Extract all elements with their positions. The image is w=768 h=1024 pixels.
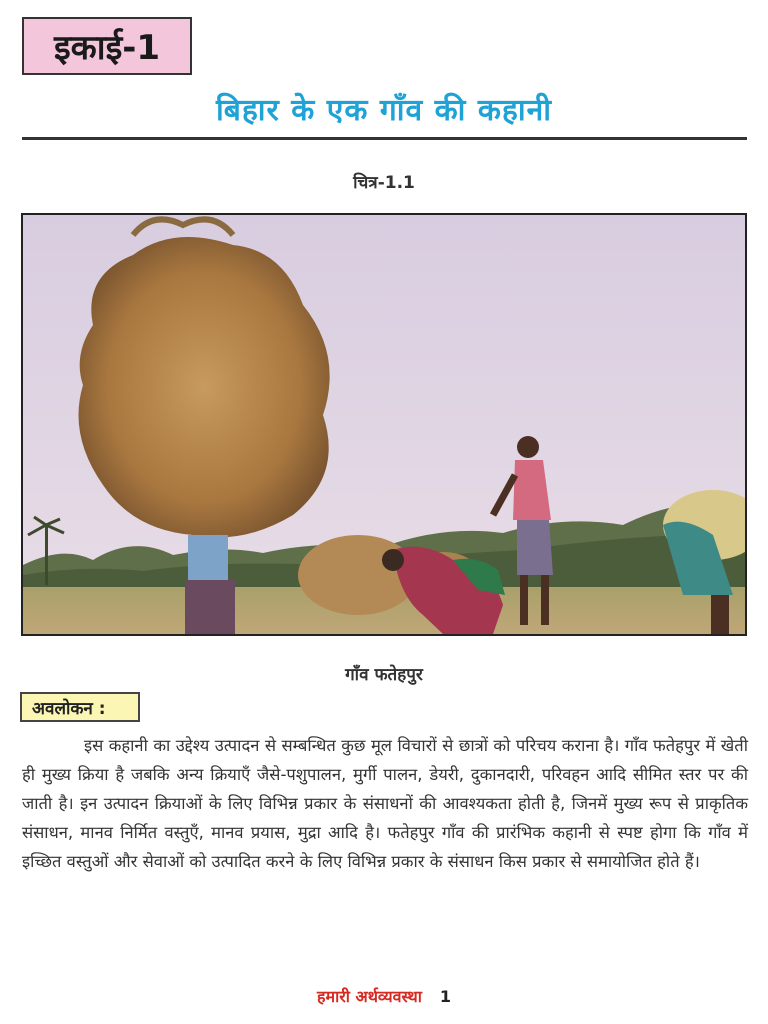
- observation-text: इस कहानी का उद्देश्य उत्पादन से सम्बन्धित कुछ मूल विचारों से छात्रों को परिचय कराना है। गाँव फतेहपुर में खेती ही मुख्य क्रिया है जबकि अन्य क्रियाएँ जैसे-पशुपालन, मुर्गी पालन, डेयरी, दुकानदारी, परिवहन आदि सीमित स्तर पर की जाती है। इन उत्पादन क्रियाओं के लिए विभिन्न प्रकार के संसाधनों की आवश्यकता होती है, जिनमें मुख्य रूप से प्राकृतिक संसाधन, मानव निर्मित वस्तुएँ, मानव प्रयास, मुद्रा आदि है। फतेहपुर गाँव की प्रारंभिक कहानी से स्पष्ट होगा कि गाँव में इच्छित वस्तुओं और सेवाओं को उत्पादित करने के लिए विभिन्न प्रकार के संसाधन किस प्रकार से समायोजित होते हैं।: [22, 736, 748, 871]
- page-number: 1: [439, 987, 451, 1006]
- book-title: हमारी अर्थव्यवस्था: [317, 987, 422, 1006]
- figure-label: चित्र-1.1: [353, 173, 415, 193]
- unit-label: इकाई-1: [22, 17, 192, 75]
- observation-label: अवलोकन :: [20, 692, 140, 722]
- chapter-title: बिहार के एक गाँव की कहानी: [215, 93, 553, 128]
- observation-paragraph: [22, 731, 748, 876]
- village-harvest-photo: [21, 213, 747, 636]
- photo-caption: गाँव फतेहपुर: [345, 665, 423, 685]
- title-divider: [22, 137, 747, 140]
- page-footer: [0, 985, 768, 1007]
